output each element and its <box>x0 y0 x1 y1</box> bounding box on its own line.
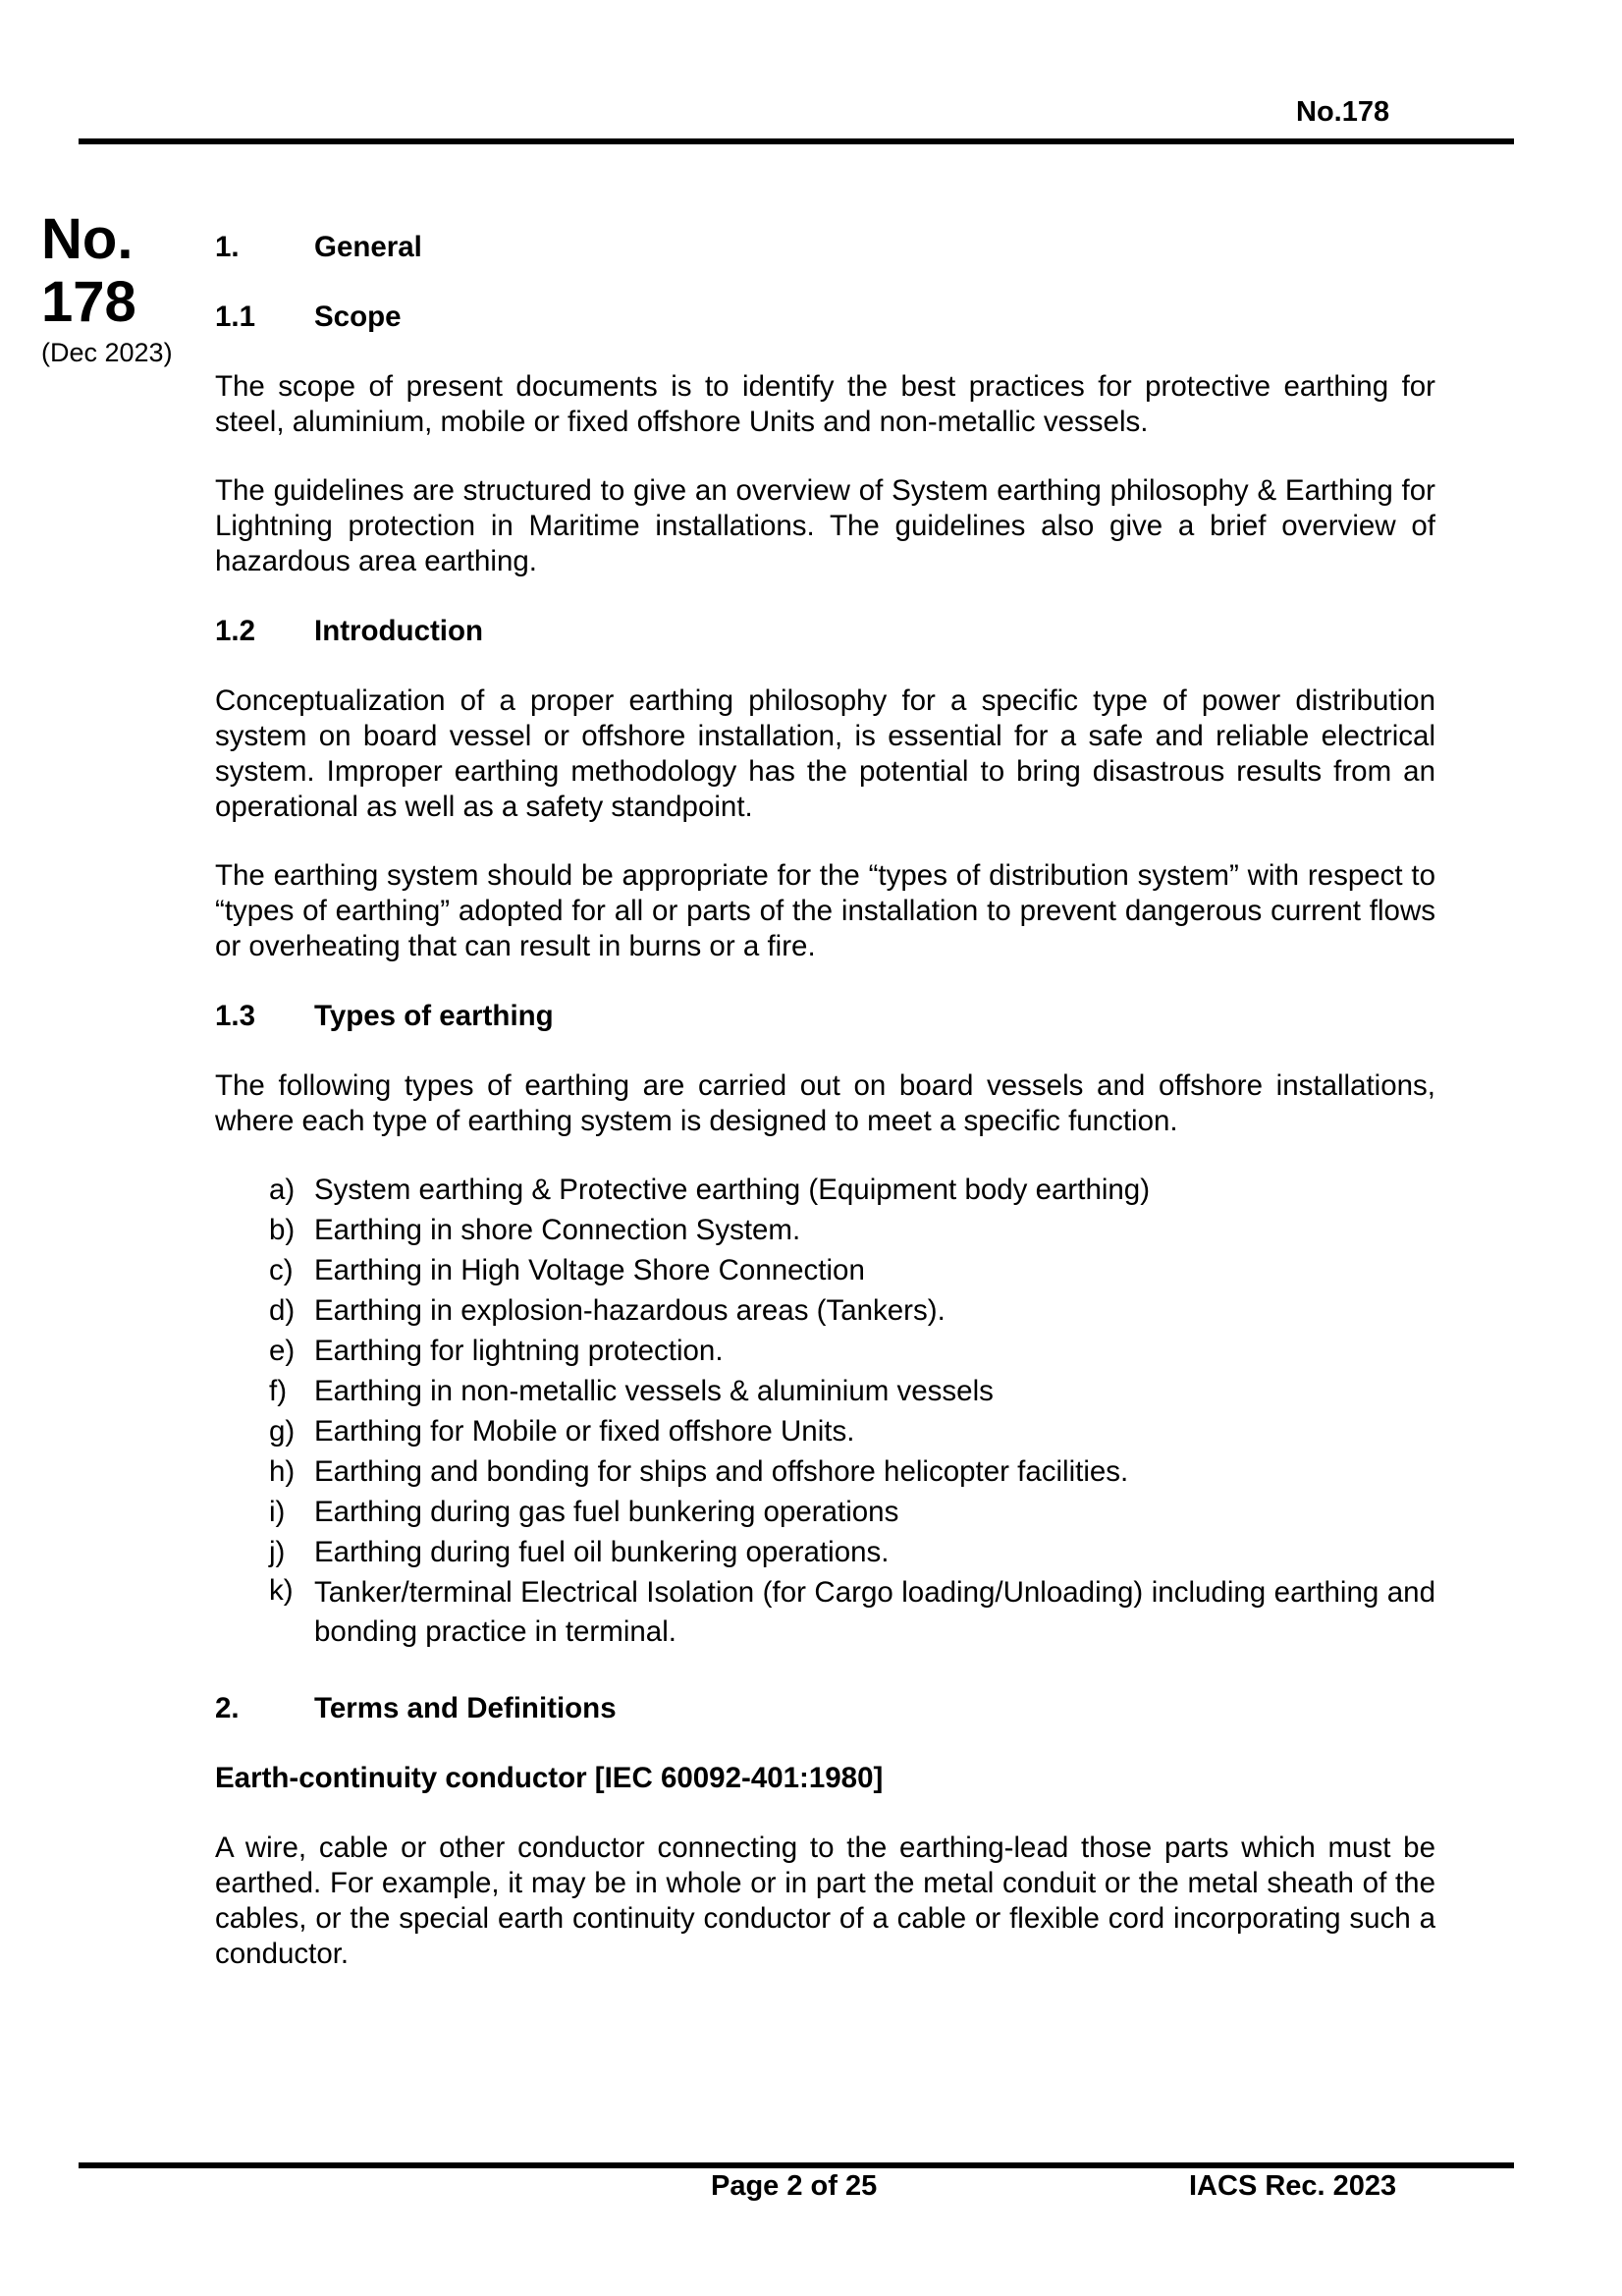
list-item <box>215 1454 1435 1490</box>
document-body <box>215 230 1435 1972</box>
heading-terms-definitions <box>215 1691 1435 1726</box>
footer-page-number: Page 2 of 25 <box>711 2170 878 2202</box>
list-item <box>215 1374 1435 1409</box>
list-item-label: f) <box>269 1375 288 1407</box>
header-rule <box>79 138 1514 144</box>
heading-general <box>215 230 1435 265</box>
list-item <box>215 1293 1435 1329</box>
heading-title: Types of earthing <box>314 1000 554 1032</box>
heading-number: 1.1 <box>215 301 256 333</box>
list-item <box>215 1535 1435 1570</box>
term-heading: Earth-continuity conductor [IEC 60092-401:1980] <box>215 1762 884 1794</box>
term-definition: A wire, cable or other conductor connecting to the earthing-lead those parts which must be earthed. For example, it may be in whole or in part the metal conduit or the metal sheath of the cables, or the special earth continuity conductor of a cable or flexible cord incorporating such a conductor. <box>215 1831 1435 1970</box>
list-item-text: Earthing in High Voltage Shore Connection <box>314 1254 865 1286</box>
side-label <box>41 208 198 368</box>
list-item-text: Earthing during fuel oil bunkering operations. <box>314 1536 890 1568</box>
list-item-label: a) <box>269 1174 296 1206</box>
heading-number: 1.2 <box>215 615 256 647</box>
scope-paragraph-2: The guidelines are structured to give an overview of System earthing philosophy & Earthing for Lightning protection in Maritime installations. The guidelines also give a brief overview of hazardous area earthing. <box>215 474 1435 577</box>
list-item-label: j) <box>269 1536 286 1568</box>
list-item-label: i) <box>269 1496 286 1528</box>
footer-rec: IACS Rec. 2023 <box>1189 2170 1397 2202</box>
scope-paragraph-1: The scope of present documents is to identify the best practices for protective earthing for steel, aluminium, mobile or fixed offshore Units and non-metallic vessels. <box>215 370 1435 438</box>
list-item <box>215 1573 1435 1652</box>
list-item-text: Earthing in explosion-hazardous areas (Tankers). <box>314 1294 946 1327</box>
list-item-label: d) <box>269 1294 296 1327</box>
list-item-text: Tanker/terminal Electrical Isolation (for Cargo loading/Unloading) including earthing and bonding practice in terminal. <box>314 1576 1435 1648</box>
list-item <box>215 1334 1435 1369</box>
list-item-label: k) <box>269 1574 294 1607</box>
list-item-text: Earthing and bonding for ships and offshore helicopter facilities. <box>314 1455 1129 1488</box>
list-item-text: System earthing & Protective earthing (Equipment body earthing) <box>314 1174 1151 1206</box>
heading-title: Terms and Definitions <box>314 1692 617 1724</box>
heading-introduction <box>215 614 1435 649</box>
list-item-label: e) <box>269 1335 296 1367</box>
heading-types-of-earthing <box>215 999 1435 1034</box>
heading-scope <box>215 300 1435 335</box>
footer-rule <box>79 2162 1514 2168</box>
list-item <box>215 1173 1435 1208</box>
side-label-no: No. <box>41 207 134 271</box>
list-item-label: g) <box>269 1415 296 1448</box>
heading-number: 1.3 <box>215 1000 256 1032</box>
heading-title: General <box>314 231 422 263</box>
list-item-label: b) <box>269 1214 296 1246</box>
heading-number: 2. <box>215 1692 240 1724</box>
header-doc-number: No.178 <box>1296 96 1390 128</box>
list-item-text: Earthing for Mobile or fixed offshore Units. <box>314 1415 855 1448</box>
list-item-label: h) <box>269 1455 296 1488</box>
list-item <box>215 1253 1435 1288</box>
types-paragraph: The following types of earthing are carried out on board vessels and offshore installations, where each type of earthing system is designed to meet a specific function. <box>215 1069 1435 1137</box>
list-item-text: Earthing for lightning protection. <box>314 1335 724 1367</box>
list-item-text: Earthing in shore Connection System. <box>314 1214 801 1246</box>
side-label-number: 178 <box>41 270 136 334</box>
introduction-paragraph-2: The earthing system should be appropriate for the “types of distribution system” with respect to “types of earthing” adopted for all or parts of the installation to prevent dangerous current flows or overheating that can result in burns or a fire. <box>215 859 1435 962</box>
list-item-text: Earthing in non-metallic vessels & aluminium vessels <box>314 1375 994 1407</box>
earthing-types-list <box>215 1173 1435 1652</box>
heading-title: Introduction <box>314 615 484 647</box>
list-item <box>215 1213 1435 1248</box>
list-item <box>215 1414 1435 1449</box>
list-item <box>215 1495 1435 1530</box>
heading-title: Scope <box>314 301 402 333</box>
heading-number: 1. <box>215 231 240 263</box>
list-item-text: Earthing during gas fuel bunkering operations <box>314 1496 899 1528</box>
list-item-label: c) <box>269 1254 294 1286</box>
side-label-date: (Dec 2023) <box>41 338 173 367</box>
introduction-paragraph-1: Conceptualization of a proper earthing philosophy for a specific type of power distribution system on board vessel or offshore installation, is essential for a safe and reliable electrical system. Improper earthing methodology has the potential to bring disastrous results from an operational as well as a safety standpoint. <box>215 684 1435 823</box>
